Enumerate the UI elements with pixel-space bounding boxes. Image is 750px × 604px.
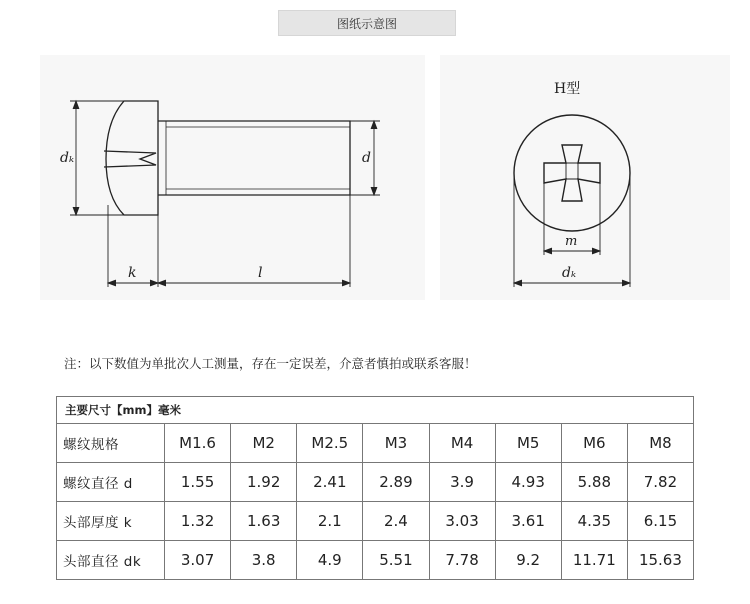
table-caption-row [57,397,694,424]
diagram-title: 图纸示意图 [278,10,456,36]
table-cell: 2.1 [297,502,363,541]
table-cell: 1.63 [231,502,297,541]
spec-table [56,396,694,580]
table-cell: 3.07 [165,541,231,580]
table-cell: M2.5 [297,424,363,463]
label-k: k [128,265,137,281]
row-label-head-diameter: 头部直径 dk [57,541,165,580]
table-cell: M2 [231,424,297,463]
screw-head-circle [514,115,630,231]
table-cell: 1.92 [231,463,297,502]
table-cell: 3.8 [231,541,297,580]
table-cell: 5.88 [561,463,627,502]
table-row [57,424,694,463]
table-cell: 2.89 [363,463,429,502]
label-l: l [258,265,263,281]
table-cell: M1.6 [165,424,231,463]
screw-side-view-svg [40,55,425,300]
label-dk: dₖ [60,150,75,166]
label-d: d [362,150,371,166]
table-cell: 2.4 [363,502,429,541]
phillips-recess-icon [544,145,600,201]
screw-top-view-svg [440,55,730,300]
table-cell: 3.9 [429,463,495,502]
table-cell: M5 [495,424,561,463]
table-cell: M8 [627,424,693,463]
table-cell: 3.61 [495,502,561,541]
cross-recess-outline [104,151,156,167]
table-cell: 1.55 [165,463,231,502]
table-cell: 7.82 [627,463,693,502]
table-cell: 4.93 [495,463,561,502]
table-cell: 1.32 [165,502,231,541]
screw-head-outline [106,101,158,215]
table-row [57,463,694,502]
table-cell: 6.15 [627,502,693,541]
table-cell: M6 [561,424,627,463]
row-label-head-thickness: 头部厚度 k [57,502,165,541]
table-row [57,541,694,580]
label-h-type: H型 [554,81,581,97]
table-cell: 4.35 [561,502,627,541]
table-cell: M4 [429,424,495,463]
table-cell: 2.41 [297,463,363,502]
screw-side-view-drawing [40,55,425,300]
screw-shank-outline [158,121,350,195]
table-cell: 11.71 [561,541,627,580]
table-cell: 9.2 [495,541,561,580]
table-cell: 7.78 [429,541,495,580]
table-cell: M3 [363,424,429,463]
table-cell: 4.9 [297,541,363,580]
table-cell: 3.03 [429,502,495,541]
screw-top-view-drawing [440,55,730,300]
label-dk-top: dₖ [562,265,577,281]
label-m: m [565,234,578,249]
table-cell: 15.63 [627,541,693,580]
table-cell: 5.51 [363,541,429,580]
table-row [57,502,694,541]
disclaimer-note: 注：以下数值为单批次人工测量，存在一定误差，介意者慎拍或联系客服！ [64,356,477,371]
row-label-thread-diameter: 螺纹直径 d [57,463,165,502]
row-label-thread-spec: 螺纹规格 [57,424,165,463]
table-caption: 主要尺寸【mm】毫米 [57,397,694,424]
